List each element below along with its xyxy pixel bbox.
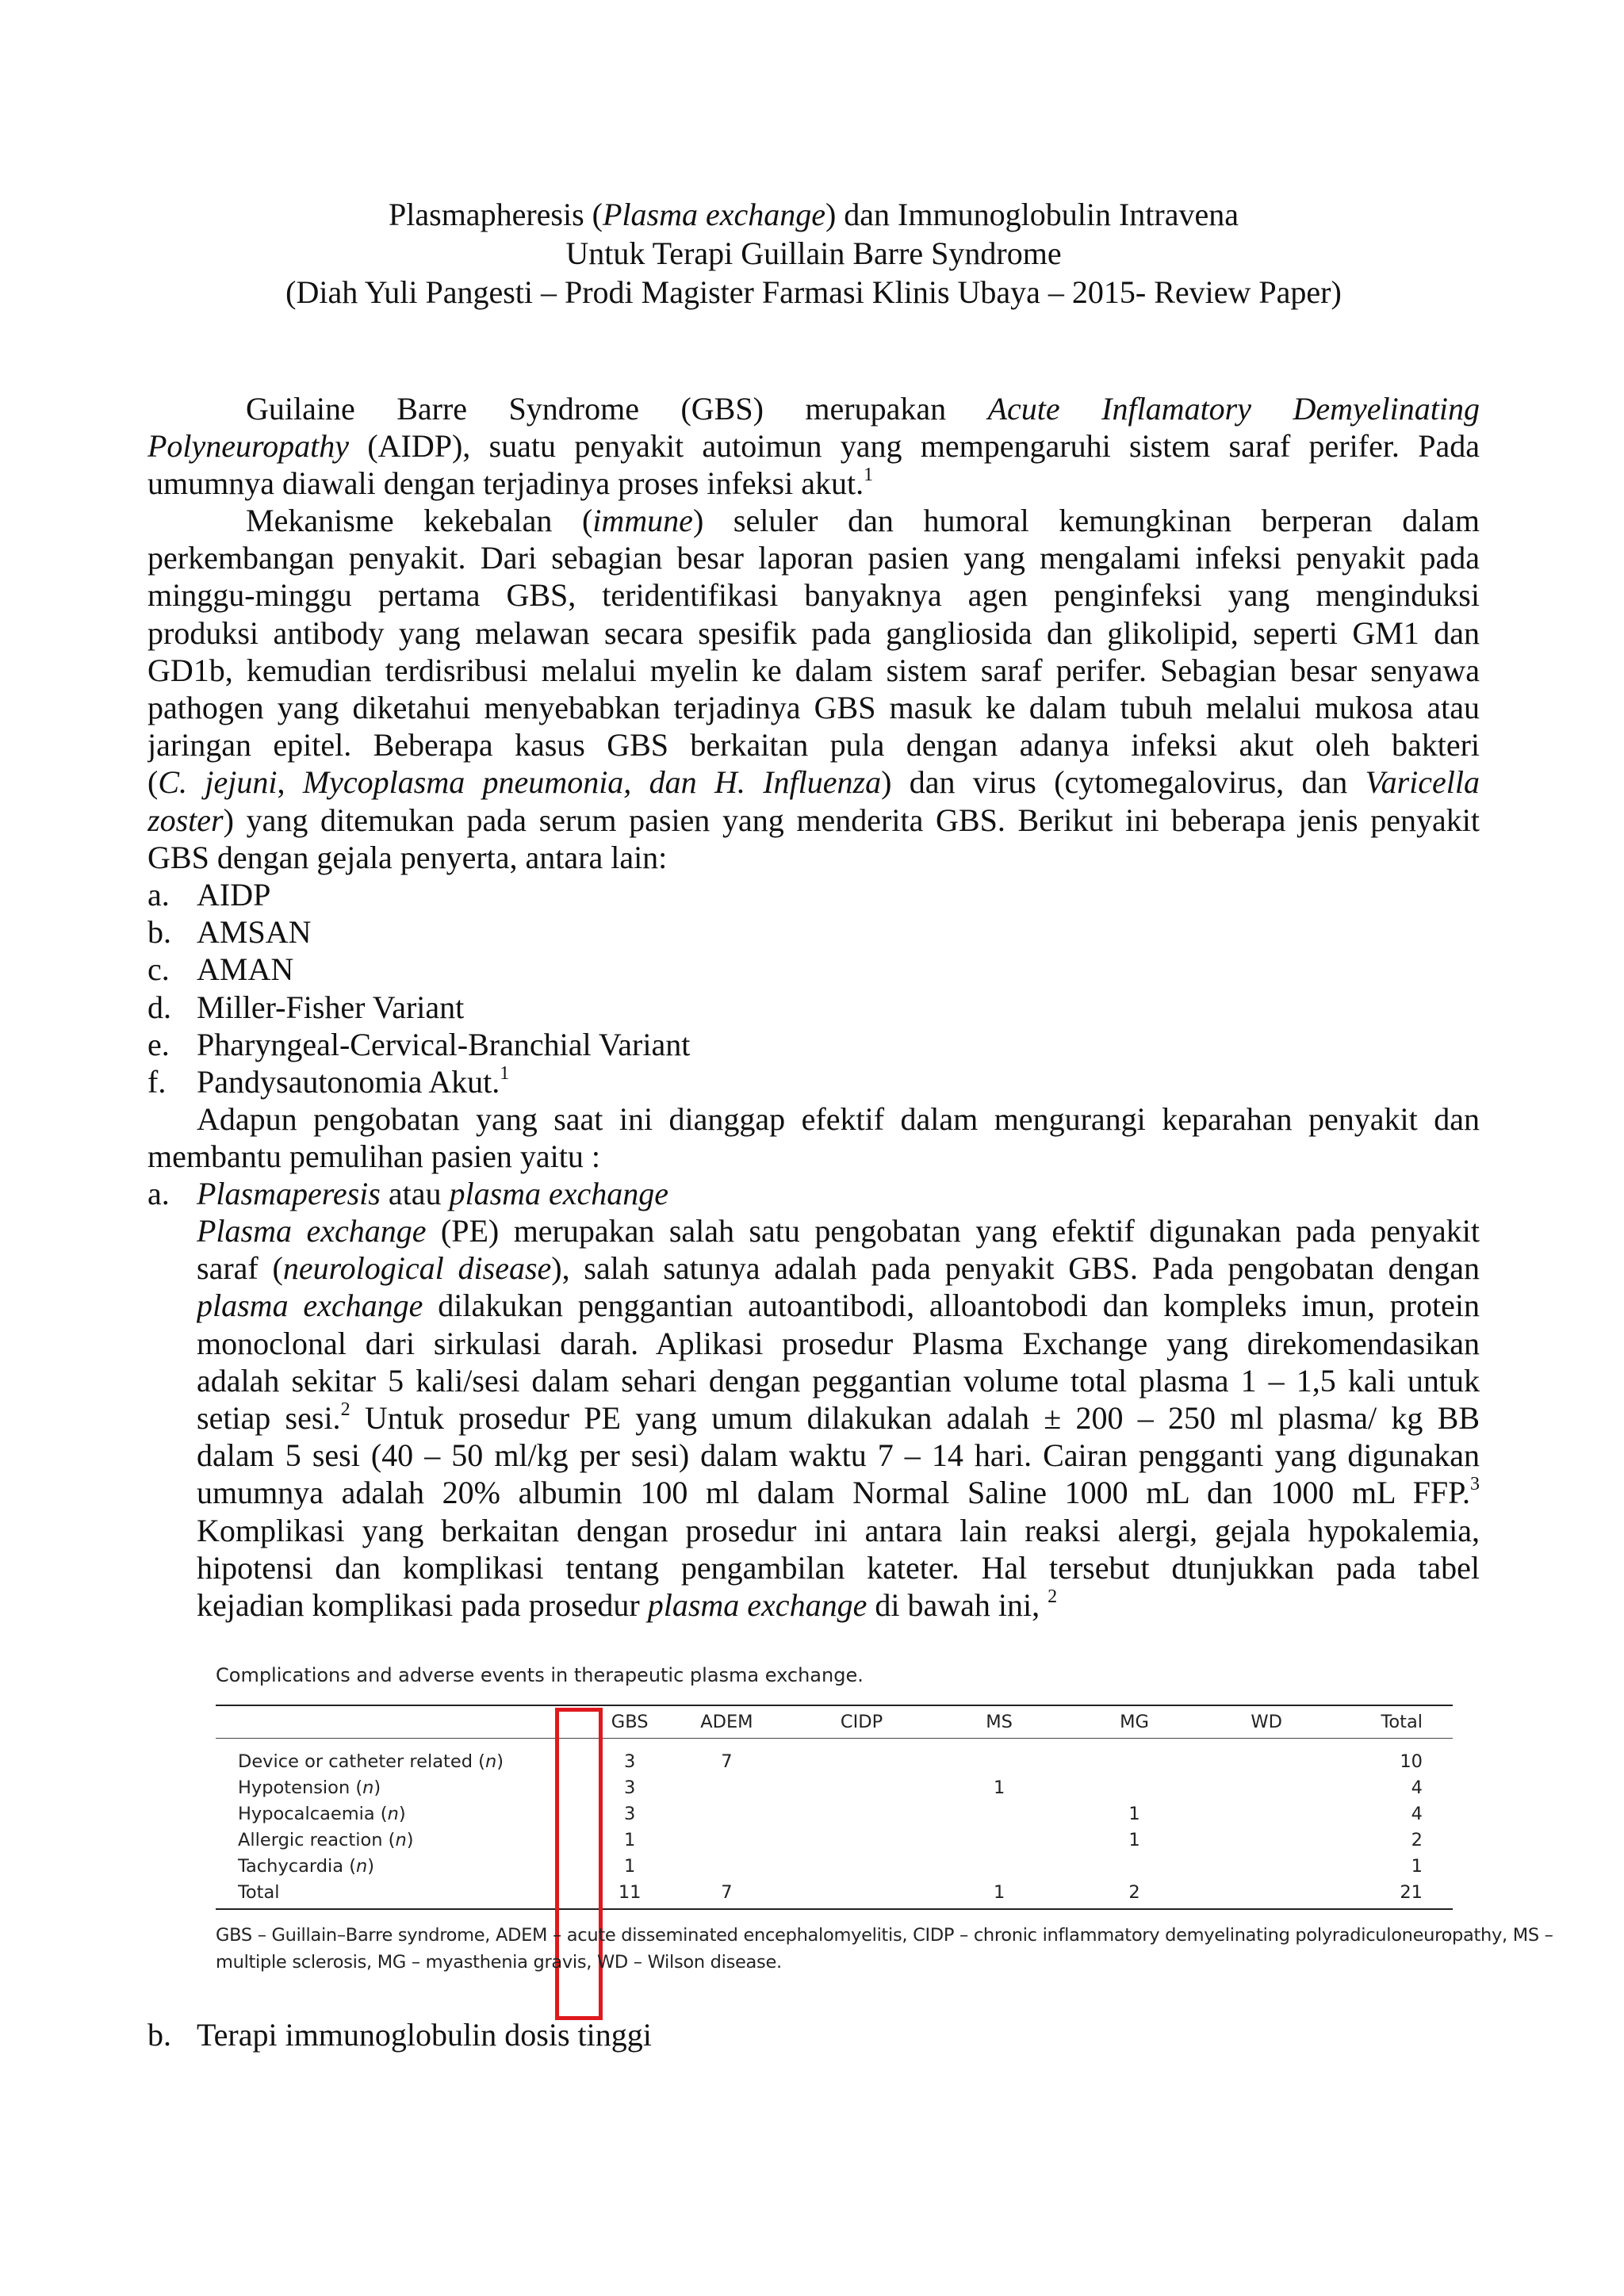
table-header-row	[216, 1705, 1453, 1739]
column-header: CIDP	[789, 1705, 934, 1739]
table-row: Hypocalcaemia (n) 3 1 4	[238, 1803, 1423, 1824]
list-item: b. AMSAN	[147, 914, 312, 951]
column-header: GBS	[596, 1705, 665, 1739]
paragraph-treatment: Adapun pengobatan yang saat ini dianggap efektif dalam mengurangi keparahan penyakit dan membantu pemulihan pasien yaitu :	[147, 1101, 1480, 1175]
table-row: Device or catheter related (n) 3 7 10	[238, 1751, 1423, 1772]
section-a-body: Plasma exchange (PE) merupakan salah satu pengobatan yang efektif digunakan pada penyakit saraf (neurological disease), salah satunya adalah pada penyakit GBS. Pada pengobatan dengan plasma exchange dilakukan penggantian autoantibodi, alloantobodi dan kompleks imun, protein monoclonal dari sirkulasi darah. Aplikasi prosedur Plasma Exchange yang direkomendasikan adalah sekitar 5 kali/sesi dalam sehari dengan peggantian volume total plasma 1 – 1,5 kali untuk setiap sesi.$^2$ Untuk prosedur PE yang umum dilakukan adalah ± 200 – 250 ml plasma/ kg BB dalam 5 sesi (40 – 50 ml/kg per sesi) dalam waktu 7 – 14 hari. Cairan pengganti yang digunakan umumnya adalah 20% albumin 100 ml dalam Normal Saline 1000 mL dan 1000 mL FFP.$^3$ Komplikasi yang berkaitan dengan prosedur ini antara lain reaksi alergi, gejala hypokalemia, hipotensi dan komplikasi tentang pengambilan kateter. Hal tersebut dtunjukkan pada tabel kejadian komplikasi pada prosedur plasma exchange di bawah ini, $^2$	[197, 1213, 1480, 1624]
list-item: d. Miller-Fisher Variant	[147, 989, 465, 1025]
table-row: Hypotension (n) 3 1 4	[238, 1777, 1423, 1798]
paragraph-mechanism: Mekanisme kekebalan (immune) seluler dan humoral kemungkinan berperan dalam perkembangan penyakit. Dari sebagian besar laporan pasien yang mengalami infeksi penyakit pada minggu-minggu pertama GBS, teridentifikasi banyaknya agen penginfeksi yang menginduksi produksi antibody yang melawan secara spesifik pada gangliosida dan glikolipid, seperti GM1 dan GD1b, kemudian terdisribusi melalui myelin ke dalam sistem saraf perifer. Sebagian besar senyawa pathogen yang diketahui menyebabkan terjadinya GBS masuk ke dalam tubuh melalui mukosa atau jaringan epitel. Beberapa kasus GBS berkaitan pula dengan adanya infeksi akut oleh bakteri (C. jejuni, Mycoplasma pneumonia, dan H. Influenza) dan virus (cytomegalovirus, dan Varicella zoster) yang ditemukan pada serum pasien yang menderita GBS. Berikut ini beberapa jenis penyakit GBS dengan gejala penyerta, antara lain:	[147, 503, 1480, 875]
list-item: a. AIDP	[147, 877, 271, 913]
table-row: Tachycardia (n) 1 1	[238, 1855, 1423, 1877]
column-header: WD	[1205, 1705, 1329, 1739]
table-caption: Complications and adverse events in therapeutic plasma exchange.	[216, 1664, 864, 1686]
table-row-total: Total 11 7 1 2 21	[216, 1879, 1453, 1909]
complications-table-figure	[216, 1663, 1553, 1973]
gbs-variant-list	[147, 876, 1480, 1100]
table-footnote: GBS – Guillain–Barre syndrome, ADEM – acute disseminated encephalomyelitis, CIDP – chronic inflammatory demyelinating polyradiculoneuropathy, MS – multiple sclerosis, MG – myasthenia gravis, WD – Wilson disease.	[216, 1925, 1553, 1973]
list-item: f. Pandysautonomia Akut.$^1$	[147, 1062, 510, 1100]
section-b-heading: b. Terapi immunoglobulin dosis tinggi	[147, 2017, 652, 2053]
section-a-heading: a. Plasmaperesis atau plasma exchange	[147, 1176, 669, 1211]
title-line-2: Untuk Terapi Guillain Barre Syndrome	[565, 235, 1062, 271]
list-item: e. Pharyngeal-Cervical-Branchial Variant	[147, 1026, 691, 1062]
column-header: Total	[1329, 1705, 1453, 1739]
column-header	[216, 1705, 596, 1739]
title-line-1: Plasmapheresis (Plasma exchange) dan Immunoglobulin Intravena	[389, 197, 1239, 232]
complications-table	[216, 1705, 1453, 1910]
table-row: Allergic reaction (n) 1 1 2	[238, 1829, 1423, 1850]
column-header: MS	[934, 1705, 1065, 1739]
document-title	[147, 195, 1480, 312]
paragraph-intro: Guilaine Barre Syndrome (GBS) merupakan Acute Inflamatory Demyelinating Polyneuropathy (AIDP), suatu penyakit autoimun yang mempengaruhi sistem saraf perifer. Pada umumnya diawali dengan terjadinya proses infeksi akut.$^1$	[147, 391, 1480, 502]
list-item: c. AMAN	[147, 951, 294, 988]
column-header: MG	[1064, 1705, 1204, 1739]
title-line-3: (Diah Yuli Pangesti – Prodi Magister Farmasi Klinis Ubaya – 2015- Review Paper)	[285, 274, 1342, 310]
column-header: ADEM	[665, 1705, 790, 1739]
